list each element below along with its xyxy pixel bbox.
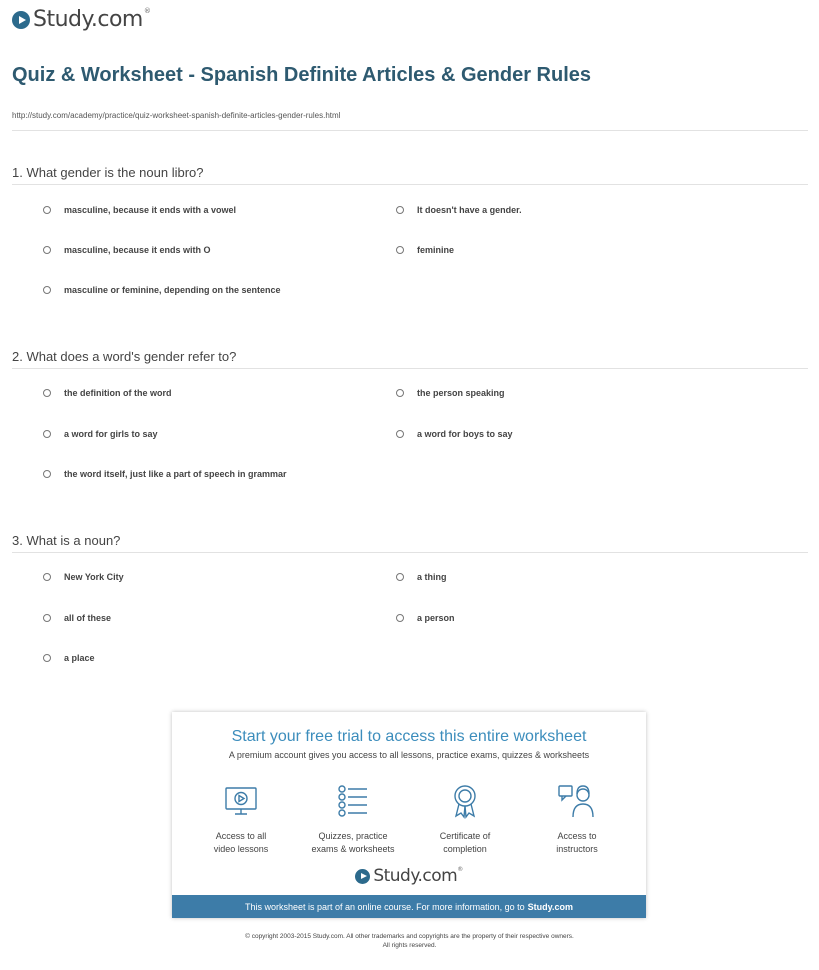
radio-button[interactable]: [396, 614, 404, 622]
answer-option[interactable]: feminine: [396, 245, 454, 255]
study-logo[interactable]: [12, 7, 150, 32]
feature-instructors: Access to instructors: [522, 782, 632, 856]
page-url: http://study.com/academy/practice/quiz-worksheet-spanish-definite-articles-gender-rules.html: [12, 111, 341, 120]
feature-video-lessons: Access to all video lessons: [186, 782, 296, 856]
divider: [12, 184, 808, 185]
answer-option[interactable]: masculine or feminine, depending on the sentence: [43, 285, 281, 295]
radio-button[interactable]: [396, 573, 404, 581]
question-3: 3. What is a noun?: [12, 533, 121, 548]
answer-option[interactable]: a person: [396, 613, 455, 623]
radio-button[interactable]: [396, 430, 404, 438]
divider: [12, 368, 808, 369]
study-link[interactable]: Study.com: [527, 901, 573, 912]
course-info-bar: This worksheet is part of an online course. For more information, go to Study.com: [172, 895, 646, 918]
radio-button[interactable]: [396, 206, 404, 214]
radio-button[interactable]: [43, 430, 51, 438]
radio-button[interactable]: [43, 654, 51, 662]
divider: [12, 552, 808, 553]
radio-button[interactable]: [43, 470, 51, 478]
divider: [12, 130, 808, 131]
answer-option[interactable]: the person speaking: [396, 388, 505, 398]
answer-option[interactable]: masculine, because it ends with a vowel: [43, 205, 236, 215]
copyright: © copyright 2003-2015 Study.com. All other trademarks and copyrights are the property of their respective owners. All rights reserved.: [245, 933, 574, 949]
play-logo-icon: [12, 11, 30, 29]
question-2: 2. What does a word's gender refer to?: [12, 349, 237, 364]
feature-quizzes: Quizzes, practice exams & worksheets: [298, 782, 408, 856]
radio-button[interactable]: [43, 246, 51, 254]
answer-option[interactable]: masculine, because it ends with O: [43, 245, 211, 255]
answer-option[interactable]: all of these: [43, 613, 111, 623]
answer-option[interactable]: a word for boys to say: [396, 429, 513, 439]
logo-text: Study.com®: [33, 7, 151, 32]
question-1: 1. What gender is the noun libro?: [12, 165, 204, 180]
free-trial-promo: [172, 712, 646, 918]
radio-button[interactable]: [43, 573, 51, 581]
answer-option[interactable]: New York City: [43, 572, 124, 582]
answer-option[interactable]: It doesn't have a gender.: [396, 205, 522, 215]
certificate-icon: [410, 782, 520, 820]
quiz-list-icon: [298, 782, 408, 820]
answer-option[interactable]: a thing: [396, 572, 447, 582]
promo-subtitle: A premium account gives you access to all lessons, practice exams, quizzes & worksheets: [228, 750, 590, 760]
radio-button[interactable]: [43, 206, 51, 214]
answer-option[interactable]: a word for girls to say: [43, 429, 158, 439]
promo-study-logo[interactable]: Study.com®: [172, 866, 646, 886]
promo-title[interactable]: Start your free trial to access this entire worksheet: [231, 728, 587, 745]
instructor-icon: [522, 782, 632, 820]
answer-option[interactable]: a place: [43, 653, 95, 663]
play-logo-icon: [355, 869, 370, 884]
page-title: Quiz & Worksheet - Spanish Definite Articles & Gender Rules: [12, 64, 592, 86]
radio-button[interactable]: [396, 389, 404, 397]
feature-certificate: Certificate of completion: [410, 782, 520, 856]
radio-button[interactable]: [396, 246, 404, 254]
answer-option[interactable]: the definition of the word: [43, 388, 172, 398]
answer-option[interactable]: the word itself, just like a part of speech in grammar: [43, 469, 287, 479]
radio-button[interactable]: [43, 389, 51, 397]
radio-button[interactable]: [43, 286, 51, 294]
video-lessons-icon: [186, 782, 296, 820]
radio-button[interactable]: [43, 614, 51, 622]
